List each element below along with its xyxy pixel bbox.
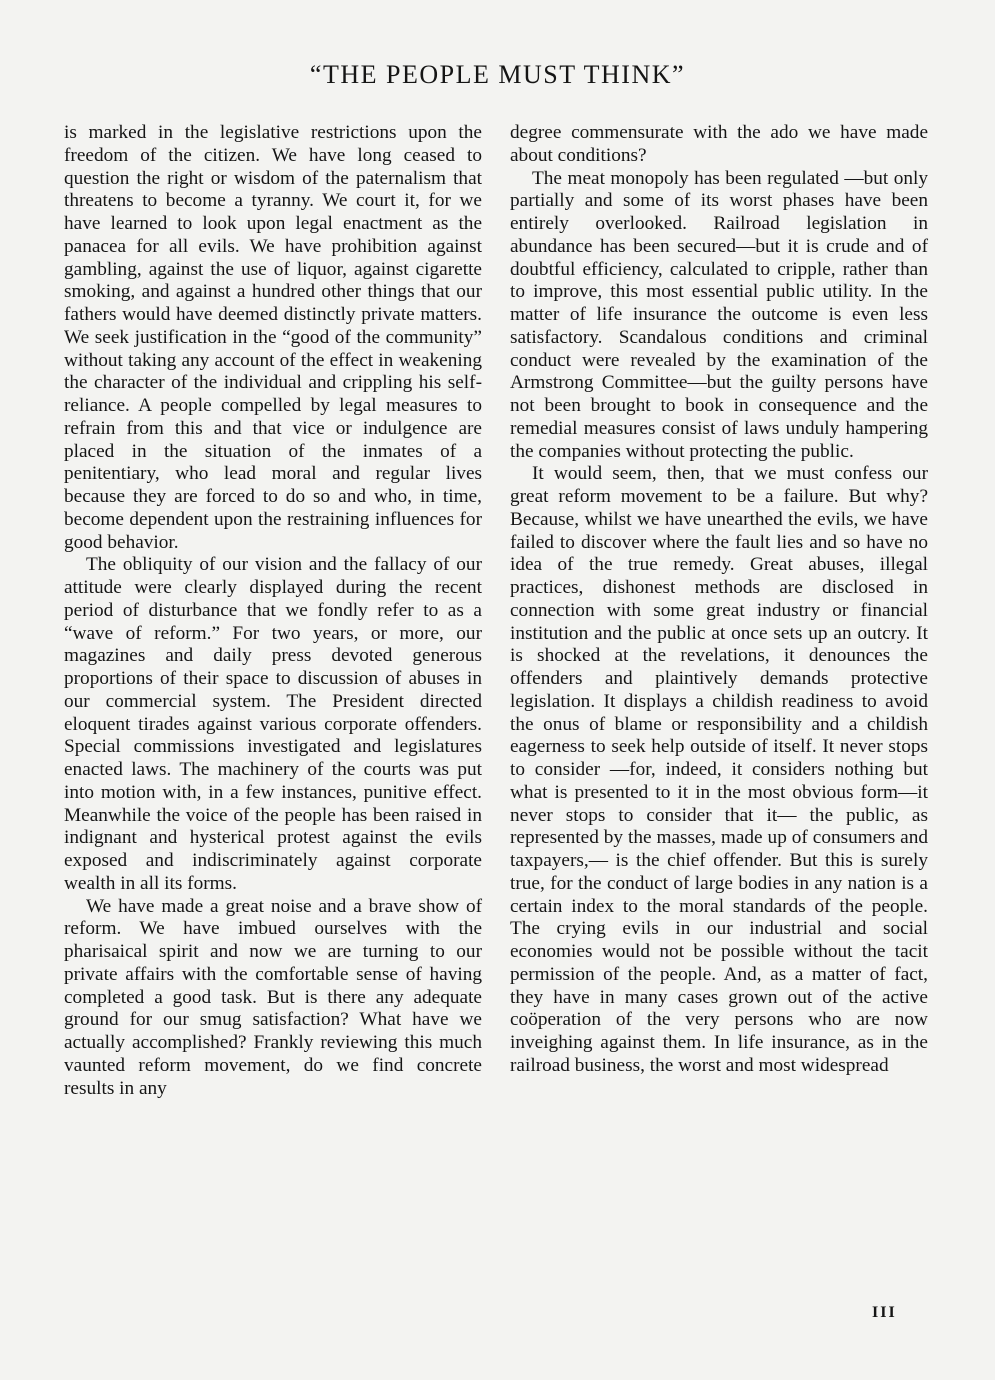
- paragraph-left-2: The obliquity of our vision and the fallacy of our attitude were clearly displayed during the recent period of disturbance that we fondly refer to as a “wave of reform.” For two years, or more, our magazines and daily press devoted generous proportions of their space to discussion of abuses in our commercial system. The President directed eloquent tirades against various corporate offenders. Special commissions investigated and legislatures enacted laws. The machinery of the courts was put into motion with, in a few instances, punitive effect. Meanwhile the voice of the people has been raised in indignant and hysterical protest against the evils exposed and indiscriminately against corporate wealth in all its forms.: [64, 554, 482, 894]
- running-title: “THE PEOPLE MUST THINK”: [309, 60, 686, 89]
- paragraph-right-3: It would seem, then, that we must confess our great reform movement to be a failure. But why? Because, whilst we have unearthed the evils, we have failed to discover where the fault lies and so have no idea of the true remedy. Great abuses, illegal practices, dishonest methods are disclosed in connection with some great industry or financial institution and the public at once sets up an outcry. It is shocked at the revelations, it denounces the offenders and plaintively demands protective legislation. It displays a childish readiness to avoid the onus of blame or responsibility and a childish eagerness to seek help outside of itself. It never stops to consider —for, indeed, it considers nothing but what is presented to it in the most obvious form—it never stops to consider that it— the public, as represented by the masses, made up of consumers and taxpayers,— is the chief offender. But this is surely true, for the conduct of large bodies in any nation is a certain index to the moral standards of the people. The crying evils in our industrial and social economies would not be possible without the tacit permission of the people. And, as a matter of fact, they have in many cases grown out of the active coöperation of the very persons who are now inveighing against them. In life insurance, as in the railroad business, the worst and most widespread: [510, 463, 928, 1076]
- paragraph-right-1: degree commensurate with the ado we have made about conditions?: [510, 122, 928, 166]
- paragraph-left-1: is marked in the legislative restrictions upon the freedom of the citizen. We have long ceased to question the right or wisdom of the paternalism that threatens to become a tyranny. We court it, for we have learned to look upon legal enactment as the panacea for all evils. We have prohibition against gambling, against the use of liquor, against cigarette smoking, and against a hundred other things that our fathers would have deemed distinctly private matters. We seek justification in the “good of the community” without taking any account of the effect in weakening the character of the individual and crippling his self-reliance. A people compelled by legal measures to refrain from this and that vice or indulgence are placed in the situation of the inmates of a penitentiary, who lead moral and regular lives because they are forced to do so and who, in time, become dependent upon the restraining influences for good behavior.: [64, 122, 482, 553]
- paragraph-right-2: The meat monopoly has been regulated —but only partially and some of its worst phases have been entirely overlooked. Railroad legislation in abundance has been secured—but it is crude and of doubtful efficiency, calculated to cripple, rather than to improve, this most essential public utility. In the matter of life insurance the outcome is even less satisfactory. Scandalous conditions and criminal conduct were revealed by the examination of the Armstrong Committee—but the guilty persons have not been brought to book in consequence and the remedial measures consist of laws unduly hampering the companies without protecting the public.: [510, 167, 928, 462]
- paragraph-left-3: We have made a great noise and a brave show of reform. We have imbued ourselves with the pharisaical spirit and now we are turning to our private affairs with the comfortable sense of having completed a good task. But is there any adequate ground for our smug satisfaction? What have we actually accomplished? Frankly reviewing this much vaunted reform movement, do we find concrete results in any: [64, 895, 482, 1099]
- page-number: III: [872, 1304, 897, 1321]
- right-column: [510, 122, 928, 1078]
- left-column: [64, 122, 482, 1100]
